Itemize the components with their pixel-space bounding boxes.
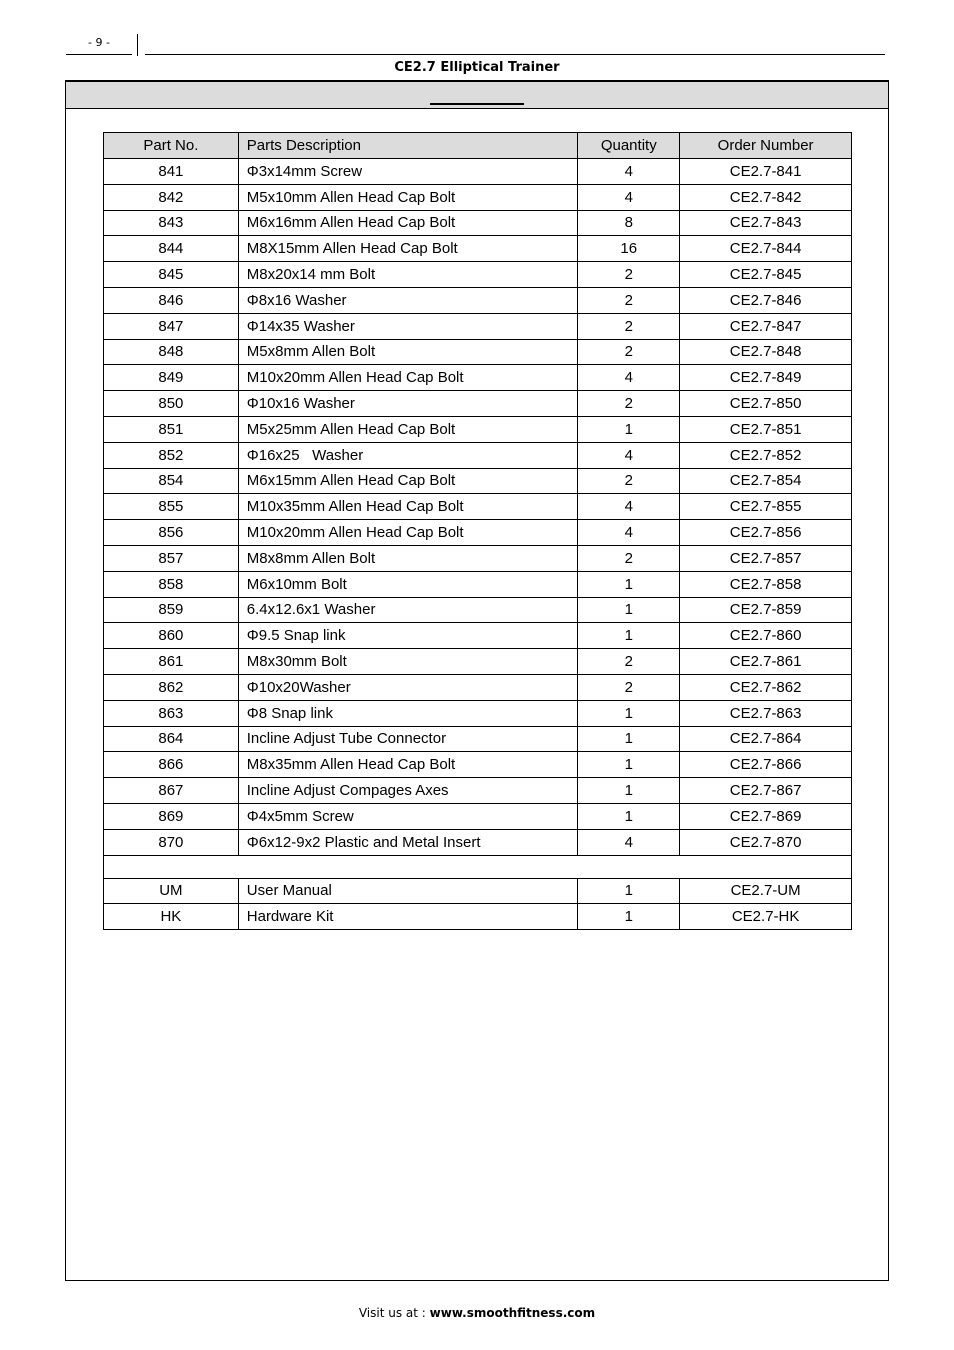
cell-quantity: 2 xyxy=(578,287,680,313)
cell-order-number: CE2.7-848 xyxy=(680,339,852,365)
cell-quantity: 1 xyxy=(578,778,680,804)
cell-part-no: 866 xyxy=(104,752,239,778)
table-row xyxy=(104,416,852,442)
cell-quantity: 4 xyxy=(578,442,680,468)
cell-description: M10x20mm Allen Head Cap Bolt xyxy=(238,520,578,546)
page-number-underline xyxy=(66,54,132,55)
cell-part-no: 845 xyxy=(104,262,239,288)
cell-order-number: CE2.7-850 xyxy=(680,391,852,417)
footer xyxy=(0,1306,954,1320)
page-number: - 9 - xyxy=(88,36,110,49)
cell-description: M10x20mm Allen Head Cap Bolt xyxy=(238,365,578,391)
cell-description: M6x15mm Allen Head Cap Bolt xyxy=(238,468,578,494)
cell-order-number: CE2.7-841 xyxy=(680,159,852,185)
cell-part-no: 848 xyxy=(104,339,239,365)
cell-description: Incline Adjust Compages Axes xyxy=(238,778,578,804)
cell-part-no: 854 xyxy=(104,468,239,494)
table-row xyxy=(104,597,852,623)
cell-quantity: 2 xyxy=(578,545,680,571)
cell-order-number: CE2.7-843 xyxy=(680,210,852,236)
cell-description: Φ9.5 Snap link xyxy=(238,623,578,649)
cell-description: Φ6x12-9x2 Plastic and Metal Insert xyxy=(238,829,578,855)
cell-quantity: 1 xyxy=(578,700,680,726)
table-row xyxy=(104,649,852,675)
cell-quantity: 4 xyxy=(578,184,680,210)
section-title-underline xyxy=(430,103,524,105)
cell-part-no: HK xyxy=(104,904,239,930)
cell-description: M8x35mm Allen Head Cap Bolt xyxy=(238,752,578,778)
table-row xyxy=(104,494,852,520)
cell-description: Φ3x14mm Screw xyxy=(238,159,578,185)
cell-order-number: CE2.7-863 xyxy=(680,700,852,726)
cell-quantity: 1 xyxy=(578,597,680,623)
cell-order-number: CE2.7-861 xyxy=(680,649,852,675)
cell-quantity: 2 xyxy=(578,674,680,700)
cell-description: M8x30mm Bolt xyxy=(238,649,578,675)
cell-order-number: CE2.7-862 xyxy=(680,674,852,700)
cell-part-no: 858 xyxy=(104,571,239,597)
cell-quantity: 2 xyxy=(578,339,680,365)
cell-description: Φ4x5mm Screw xyxy=(238,803,578,829)
cell-quantity: 8 xyxy=(578,210,680,236)
cell-description: Φ8 Snap link xyxy=(238,700,578,726)
cell-quantity: 1 xyxy=(578,726,680,752)
cell-order-number: CE2.7-860 xyxy=(680,623,852,649)
section-title-bar xyxy=(66,82,888,109)
cell-quantity: 2 xyxy=(578,313,680,339)
cell-description: Φ10x16 Washer xyxy=(238,391,578,417)
cell-description: Φ16x25 Washer xyxy=(238,442,578,468)
cell-order-number: CE2.7-852 xyxy=(680,442,852,468)
cell-quantity: 1 xyxy=(578,623,680,649)
table-row xyxy=(104,313,852,339)
cell-description: M6x10mm Bolt xyxy=(238,571,578,597)
cell-part-no: 864 xyxy=(104,726,239,752)
cell-quantity: 4 xyxy=(578,494,680,520)
table-row xyxy=(104,829,852,855)
table-row xyxy=(104,236,852,262)
table-row xyxy=(104,210,852,236)
cell-part-no: 846 xyxy=(104,287,239,313)
cell-order-number: CE2.7-856 xyxy=(680,520,852,546)
table-row xyxy=(104,287,852,313)
cell-description: Hardware Kit xyxy=(238,904,578,930)
cell-description: M8X15mm Allen Head Cap Bolt xyxy=(238,236,578,262)
cell-description: Φ14x35 Washer xyxy=(238,313,578,339)
cell-quantity: 4 xyxy=(578,159,680,185)
cell-part-no: 867 xyxy=(104,778,239,804)
cell-part-no: 843 xyxy=(104,210,239,236)
cell-quantity: 2 xyxy=(578,649,680,675)
footer-prefix: Visit us at : xyxy=(358,1306,430,1320)
cell-part-no: 855 xyxy=(104,494,239,520)
document-title: CE2.7 Elliptical Trainer xyxy=(394,60,560,75)
cell-part-no: 869 xyxy=(104,803,239,829)
cell-part-no: 862 xyxy=(104,674,239,700)
cell-description: Φ8x16 Washer xyxy=(238,287,578,313)
cell-quantity: 2 xyxy=(578,468,680,494)
header-divider xyxy=(137,34,138,56)
col-header-description: Parts Description xyxy=(238,133,578,159)
cell-description: User Manual xyxy=(238,878,578,904)
cell-description: M6x16mm Allen Head Cap Bolt xyxy=(238,210,578,236)
table-row xyxy=(104,545,852,571)
table-row xyxy=(104,778,852,804)
cell-order-number: CE2.7-867 xyxy=(680,778,852,804)
cell-quantity: 1 xyxy=(578,904,680,930)
cell-quantity: 4 xyxy=(578,365,680,391)
cell-order-number: CE2.7-859 xyxy=(680,597,852,623)
cell-order-number: CE2.7-866 xyxy=(680,752,852,778)
cell-part-no: 856 xyxy=(104,520,239,546)
cell-description: Φ10x20Washer xyxy=(238,674,578,700)
table-row xyxy=(104,571,852,597)
col-header-quantity: Quantity xyxy=(578,133,680,159)
table-row xyxy=(104,468,852,494)
col-header-order-number: Order Number xyxy=(680,133,852,159)
parts-table xyxy=(103,132,852,930)
table-row xyxy=(104,442,852,468)
cell-description: M5x8mm Allen Bolt xyxy=(238,339,578,365)
cell-part-no: UM xyxy=(104,878,239,904)
table-row xyxy=(104,339,852,365)
table-row xyxy=(104,904,852,930)
cell-part-no: 842 xyxy=(104,184,239,210)
table-row xyxy=(104,700,852,726)
cell-description: M8x8mm Allen Bolt xyxy=(238,545,578,571)
cell-part-no: 861 xyxy=(104,649,239,675)
cell-quantity: 1 xyxy=(578,752,680,778)
table-row xyxy=(104,159,852,185)
table-row xyxy=(104,623,852,649)
cell-order-number: CE2.7-842 xyxy=(680,184,852,210)
cell-description: M5x25mm Allen Head Cap Bolt xyxy=(238,416,578,442)
cell-part-no: 841 xyxy=(104,159,239,185)
cell-part-no: 857 xyxy=(104,545,239,571)
cell-part-no: 870 xyxy=(104,829,239,855)
cell-order-number: CE2.7-846 xyxy=(680,287,852,313)
cell-order-number: CE2.7-857 xyxy=(680,545,852,571)
spacer-cell xyxy=(104,855,852,878)
footer-url: www.smoothfitness.com xyxy=(429,1306,596,1320)
cell-order-number: CE2.7-HK xyxy=(680,904,852,930)
cell-part-no: 851 xyxy=(104,416,239,442)
cell-part-no: 847 xyxy=(104,313,239,339)
cell-order-number: CE2.7-854 xyxy=(680,468,852,494)
table-row xyxy=(104,674,852,700)
table-row xyxy=(104,262,852,288)
cell-description: 6.4x12.6x1 Washer xyxy=(238,597,578,623)
cell-part-no: 844 xyxy=(104,236,239,262)
table-spacer-row xyxy=(104,855,852,878)
cell-order-number: CE2.7-858 xyxy=(680,571,852,597)
cell-quantity: 2 xyxy=(578,391,680,417)
cell-quantity: 1 xyxy=(578,571,680,597)
cell-quantity: 1 xyxy=(578,878,680,904)
cell-order-number: CE2.7-851 xyxy=(680,416,852,442)
cell-order-number: CE2.7-870 xyxy=(680,829,852,855)
table-row xyxy=(104,878,852,904)
table-header-row xyxy=(104,133,852,159)
cell-quantity: 2 xyxy=(578,262,680,288)
cell-part-no: 859 xyxy=(104,597,239,623)
table-row xyxy=(104,184,852,210)
table-row xyxy=(104,365,852,391)
table-row xyxy=(104,520,852,546)
cell-part-no: 850 xyxy=(104,391,239,417)
cell-description: M5x10mm Allen Head Cap Bolt xyxy=(238,184,578,210)
cell-quantity: 16 xyxy=(578,236,680,262)
header-rule xyxy=(145,54,885,55)
cell-order-number: CE2.7-847 xyxy=(680,313,852,339)
cell-description: Incline Adjust Tube Connector xyxy=(238,726,578,752)
table-row xyxy=(104,726,852,752)
cell-order-number: CE2.7-864 xyxy=(680,726,852,752)
cell-order-number: CE2.7-849 xyxy=(680,365,852,391)
cell-order-number: CE2.7-869 xyxy=(680,803,852,829)
cell-part-no: 852 xyxy=(104,442,239,468)
table-row xyxy=(104,391,852,417)
cell-quantity: 1 xyxy=(578,803,680,829)
cell-order-number: CE2.7-845 xyxy=(680,262,852,288)
cell-quantity: 4 xyxy=(578,520,680,546)
parts-table-body xyxy=(104,159,852,930)
cell-description: M8x20x14 mm Bolt xyxy=(238,262,578,288)
col-header-part-no: Part No. xyxy=(104,133,239,159)
cell-order-number: CE2.7-844 xyxy=(680,236,852,262)
cell-order-number: CE2.7-UM xyxy=(680,878,852,904)
cell-part-no: 849 xyxy=(104,365,239,391)
table-row xyxy=(104,752,852,778)
cell-order-number: CE2.7-855 xyxy=(680,494,852,520)
cell-part-no: 863 xyxy=(104,700,239,726)
cell-quantity: 1 xyxy=(578,416,680,442)
cell-quantity: 4 xyxy=(578,829,680,855)
cell-part-no: 860 xyxy=(104,623,239,649)
cell-description: M10x35mm Allen Head Cap Bolt xyxy=(238,494,578,520)
table-row xyxy=(104,803,852,829)
